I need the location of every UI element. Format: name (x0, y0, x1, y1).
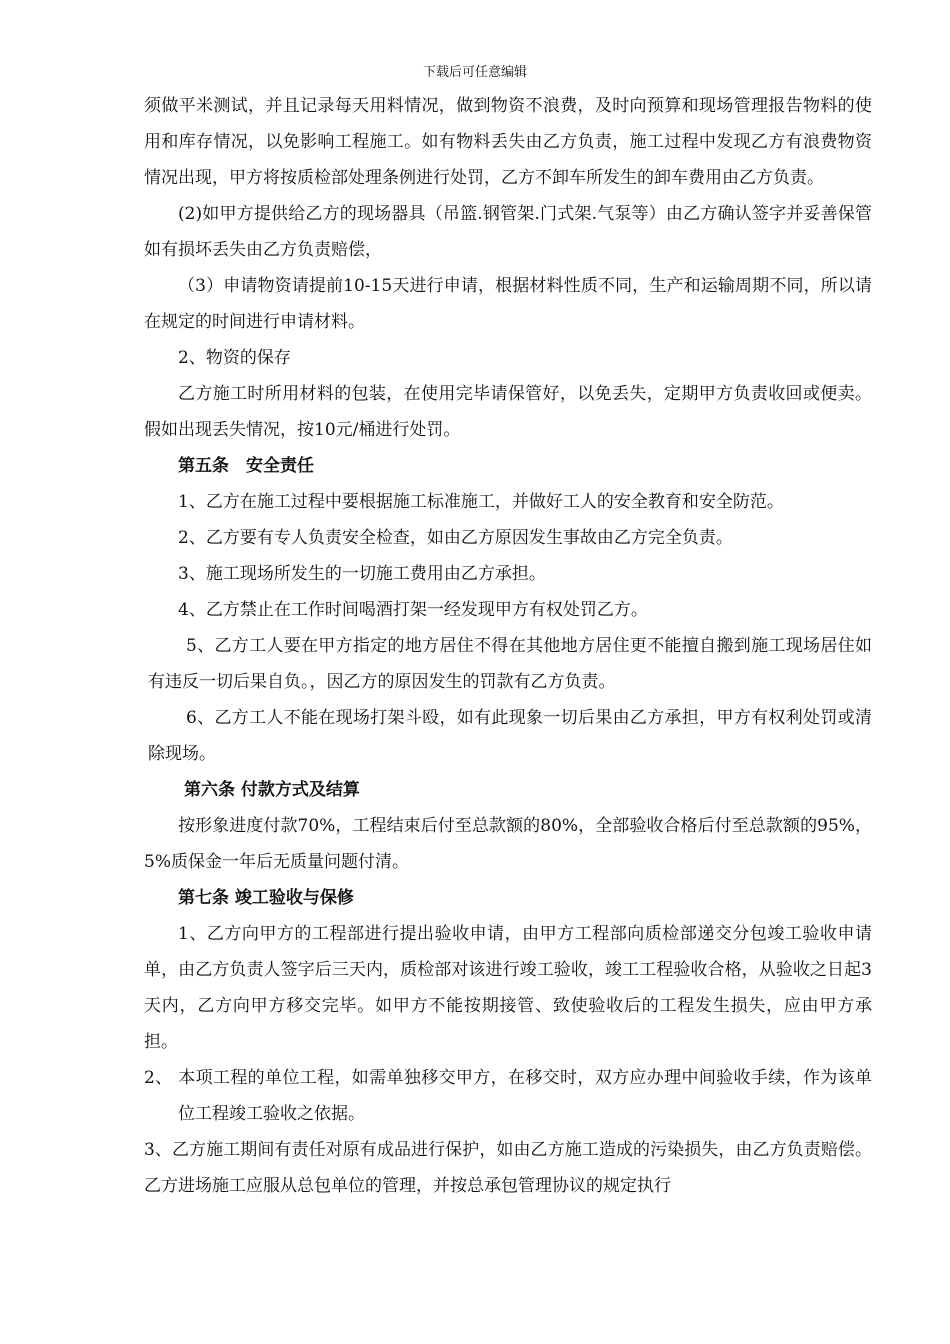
safety-item-2: 2、乙方要有专人负责安全检查，如由乙方原因发生事故由乙方完全负责。 (178, 528, 733, 548)
safety-item-4: 4、乙方禁止在工作时间喝酒打架一经发现甲方有权处罚乙方。 (178, 600, 648, 620)
paragraph-material-usage: 须做平米测试，并且记录每天用料情况，做到物资不浪费，及时向预算和现场管理报告物料的使用和库存情况，以免影响工程施工。如有物料丢失由乙方负责，施工过程中发现乙方有浪费物资情况出现，甲方将按质检部处理条例进行处罚，乙方不卸车所发生的卸车费用由乙方负责。 (144, 96, 872, 188)
section-heading-safety: 第五条 安全责任 (178, 456, 314, 476)
document-body (144, 88, 872, 1204)
acceptance-item-2: 2、 本项工程的单位工程，如需单独移交甲方，在移交时，双方应办理中间验收手续，作为该单位工程竣工验收之依据。 (144, 1068, 872, 1124)
paragraph-material-request: （3）申请物资请提前10-15天进行申请，根据材料性质不同，生产和运输周期不同，所以请在规定的时间进行申请材料。 (144, 276, 872, 332)
paragraph-payment: 按形象进度付款70%，工程结束后付至总款额的80%，全部验收合格后付至总款额的95%，5%质保金一年后无质量问题付清。 (144, 816, 872, 872)
paragraph-storage-heading: 2、物资的保存 (178, 348, 291, 368)
safety-item-1: 1、乙方在施工过程中要根据施工标准施工，并做好工人的安全教育和安全防范。 (178, 492, 784, 512)
acceptance-item-1: 1、乙方向甲方的工程部进行提出验收申请，由甲方工程部向质检部递交分包竣工验收申请单，由乙方负责人签字后三天内，质检部对该进行竣工验收，竣工工程验收合格，从验收之日起3天内，乙方向甲方移交完毕。如甲方不能按期接管、致使验收后的工程发生损失，应由甲方承担。 (144, 924, 872, 1052)
safety-item-5: 5、乙方工人要在甲方指定的地方居住不得在其他地方居住更不能擅自搬到施工现场居住如有违反一切后果自负。，因乙方的原因发生的罚款有乙方负责。 (148, 636, 872, 692)
safety-item-3: 3、施工现场所发生的一切施工费用由乙方承担。 (178, 564, 546, 584)
page-header: 下载后可任意编辑 (422, 65, 527, 80)
section-heading-acceptance: 第七条 竣工验收与保修 (178, 888, 354, 908)
section-heading-payment: 第六条 付款方式及结算 (184, 780, 360, 800)
paragraph-packaging: 乙方施工时所用材料的包装，在使用完毕请保管好，以免丢失，定期甲方负责收回或便卖。假如出现丢失情况，按10元/桶进行处罚。 (144, 384, 872, 440)
safety-item-6: 6、乙方工人不能在现场打架斗殴，如有此现象一切后果由乙方承担，甲方有权利处罚或清除现场。 (148, 708, 872, 764)
acceptance-item-3: 3、乙方施工期间有责任对原有成品进行保护，如由乙方施工造成的污染损失，由乙方负责赔偿。乙方进场施工应服从总包单位的管理，并按总承包管理协议的规定执行 (144, 1140, 872, 1196)
paragraph-site-equipment: (2)如甲方提供给乙方的现场器具（吊篮.钢管架.门式架.气泵等）由乙方确认签字并妥善保管如有损坏丢失由乙方负责赔偿， (144, 204, 872, 260)
